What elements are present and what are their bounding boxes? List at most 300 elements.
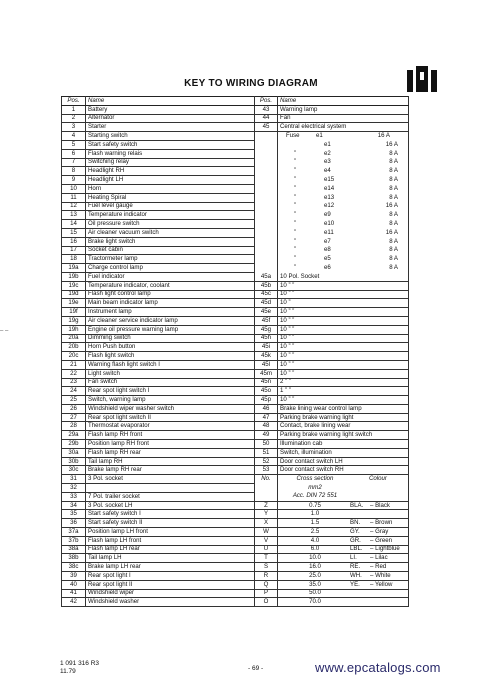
right-pos: 45g [255, 325, 278, 334]
left-pos: 14 [62, 220, 86, 229]
left-pos: 38b [62, 554, 86, 563]
right-name: 10 ” ” [278, 369, 409, 378]
cable-row [280, 520, 406, 526]
left-name: Start safety switch II [86, 519, 255, 528]
table-row [62, 492, 409, 501]
cable-row [280, 511, 406, 517]
right-pos: 43 [255, 105, 278, 114]
left-pos: 23 [62, 378, 86, 387]
left-pos: 8 [62, 167, 86, 176]
table-row [62, 440, 409, 449]
table-row [62, 396, 409, 405]
left-pos: 39 [62, 572, 86, 581]
left-name: Socket cabin [86, 246, 255, 255]
table-row [62, 352, 409, 361]
table-row [62, 132, 409, 141]
table-row [62, 281, 409, 290]
colour-name: – Black [370, 501, 390, 509]
colour-name [370, 599, 406, 605]
right-pos [255, 158, 278, 167]
fuse-ditto: ” [294, 193, 297, 201]
fuse-id: e1 [324, 140, 331, 148]
fuse-rating: 8 A [389, 263, 398, 271]
header-name: Name [86, 97, 255, 106]
fuse-row [280, 133, 406, 139]
right-name: Contact, brake lining wear [278, 422, 409, 431]
fuse-ditto: ” [294, 158, 297, 166]
table-row [62, 114, 409, 123]
table-row [62, 387, 409, 396]
left-name: Horn [86, 184, 255, 193]
cable-row [280, 582, 406, 588]
fuse-rating: 8 A [389, 176, 398, 184]
fuse-row [280, 186, 406, 192]
right-pos: 45b [255, 281, 278, 290]
fuse-ditto: ” [294, 228, 297, 236]
cable-size: 50.0 [309, 589, 321, 597]
table-row [62, 202, 409, 211]
table-row [62, 325, 409, 334]
left-pos: 40 [62, 580, 86, 589]
right-pos: 45h [255, 334, 278, 343]
left-name: Temperature indicator, coolant [86, 281, 255, 290]
fuse-rating: 8 A [389, 193, 398, 201]
right-pos [255, 184, 278, 193]
fuse-id: e9 [324, 211, 331, 219]
colour-code: YE. [350, 580, 360, 588]
cable-row [280, 555, 406, 561]
colour-name: – Lilac [370, 554, 388, 562]
table-row [62, 501, 409, 510]
table-row [62, 123, 409, 132]
right-name [278, 589, 409, 598]
right-name [278, 132, 409, 141]
fuse-ditto: ” [294, 176, 297, 184]
right-name [278, 484, 409, 493]
colour-code [350, 599, 370, 605]
table-row [62, 211, 409, 220]
left-pos: 13 [62, 211, 86, 220]
left-name: Windshield wiper washer switch [86, 404, 255, 413]
left-name: Rear spot light switch I [86, 387, 255, 396]
right-pos: 45i [255, 343, 278, 352]
header-name-right: Name [278, 97, 409, 106]
right-name: Brake lining wear control lamp [278, 404, 409, 413]
table-row [62, 369, 409, 378]
fuse-ditto: ” [294, 211, 297, 219]
page-title: KEY TO WIRING DIAGRAM [184, 78, 318, 89]
right-name [278, 264, 409, 273]
left-name: Dimming switch [86, 334, 255, 343]
left-pos: 30c [62, 466, 86, 475]
right-name: Central electrical system [278, 123, 409, 132]
right-pos [255, 492, 278, 501]
table-row [62, 431, 409, 440]
colour-name [370, 511, 406, 517]
right-pos: 52 [255, 457, 278, 466]
right-pos: 47 [255, 413, 278, 422]
fuse-id: e5 [324, 255, 331, 263]
colour-code: LI. [350, 554, 357, 562]
table-row [62, 580, 409, 589]
fuse-id: e15 [324, 176, 335, 184]
table-row [62, 334, 409, 343]
table-row [62, 598, 409, 607]
left-name: Brake lamp LH rear [86, 563, 255, 572]
left-pos: 12 [62, 202, 86, 211]
left-name: Starting switch [86, 132, 255, 141]
header-standard: Acc. DIN 72 551 [292, 492, 338, 500]
fuse-rating: 8 A [389, 158, 398, 166]
fuse-row [280, 195, 406, 201]
fuse-ditto: ” [294, 167, 297, 175]
left-name: Tail lamp LH [86, 554, 255, 563]
right-name: Door contact switch LH [278, 457, 409, 466]
header-pos: Pos. [62, 97, 86, 106]
table-row [62, 264, 409, 273]
left-pos: 24 [62, 387, 86, 396]
ih-logo [407, 66, 437, 92]
table-row [62, 272, 409, 281]
right-pos: Z [255, 501, 278, 510]
left-pos: 29b [62, 440, 86, 449]
right-pos [255, 167, 278, 176]
fuse-ditto: ” [294, 255, 297, 263]
left-name: Start safety switch I [86, 510, 255, 519]
right-name [278, 202, 409, 211]
cable-row [280, 599, 406, 605]
header-pos-right: Pos. [255, 97, 278, 106]
fuse-row [280, 212, 406, 218]
right-name [278, 255, 409, 264]
colour-name: – Yellow [370, 580, 393, 588]
colour-name: – Green [370, 536, 393, 544]
fuse-id: e13 [324, 193, 335, 201]
right-pos [255, 228, 278, 237]
right-pos [255, 255, 278, 264]
table-row [62, 572, 409, 581]
left-pos: 5 [62, 140, 86, 149]
cable-row [280, 503, 406, 509]
fuse-id: e14 [324, 184, 335, 192]
right-pos [255, 193, 278, 202]
right-pos: 46 [255, 404, 278, 413]
right-name [278, 536, 409, 545]
left-pos: 11 [62, 193, 86, 202]
document-date: 11.79 [60, 668, 76, 675]
right-pos [255, 149, 278, 158]
left-name: Fuel level gauge [86, 202, 255, 211]
right-pos: 45a [255, 272, 278, 281]
table-row [62, 360, 409, 369]
fuse-row [280, 239, 406, 245]
table-row [62, 105, 409, 114]
right-name [278, 519, 409, 528]
table-row [62, 220, 409, 229]
left-name: Flash light control lamp [86, 290, 255, 299]
left-pos: 19h [62, 325, 86, 334]
right-name: 1 ” ” [278, 387, 409, 396]
fuse-row [280, 265, 406, 271]
right-name [278, 246, 409, 255]
left-name: Headlight RH [86, 167, 255, 176]
left-pos: 42 [62, 598, 86, 607]
left-pos: 25 [62, 396, 86, 405]
right-pos: 44 [255, 114, 278, 123]
left-name: Tail lamp RH [86, 457, 255, 466]
right-pos: X [255, 519, 278, 528]
cable-row [280, 538, 406, 544]
left-pos: 20c [62, 352, 86, 361]
right-pos: S [255, 563, 278, 572]
fuse-row [280, 221, 406, 227]
left-pos: 1 [62, 105, 86, 114]
left-pos: 28 [62, 422, 86, 431]
fuse-row [280, 203, 406, 209]
fuse-rating: 16 A [385, 228, 398, 236]
left-name: Flash lamp RH rear [86, 448, 255, 457]
table-row [62, 536, 409, 545]
colour-code: RE. [350, 563, 361, 571]
table-row [62, 140, 409, 149]
right-pos: 51 [255, 448, 278, 457]
right-name: Illumination cab [278, 440, 409, 449]
left-name: 3 Pol. socket [86, 475, 255, 484]
right-name [278, 501, 409, 510]
right-name: 10 ” ” [278, 308, 409, 317]
page-number: - 69 - [248, 665, 264, 672]
table-row [62, 237, 409, 246]
fuse-row [280, 151, 406, 157]
left-pos: 4 [62, 132, 86, 141]
right-pos: P [255, 589, 278, 598]
fuse-ditto: ” [294, 202, 297, 210]
right-name: 10 ” ” [278, 316, 409, 325]
left-name: Fan switch [86, 378, 255, 387]
colour-code: WH. [350, 571, 362, 579]
fuse-row [280, 142, 406, 148]
left-pos: 34 [62, 501, 86, 510]
right-name [278, 228, 409, 237]
right-name [278, 580, 409, 589]
fuse-id: e4 [324, 167, 331, 175]
table-header-row [62, 97, 409, 106]
wiring-key-table [61, 96, 409, 607]
cable-size: 1.5 [310, 519, 320, 527]
fuse-id: e10 [324, 220, 335, 227]
left-pos: 30a [62, 448, 86, 457]
fuse-id: e6 [324, 263, 331, 271]
left-name: Windshield washer [86, 598, 255, 607]
left-pos: 19e [62, 299, 86, 308]
right-name: 2 ” ” [278, 378, 409, 387]
left-pos: 18 [62, 255, 86, 264]
cable-size: 1.0 [310, 510, 320, 518]
table-row [62, 554, 409, 563]
table-row [62, 475, 409, 484]
right-pos: U [255, 545, 278, 554]
left-pos: 7 [62, 158, 86, 167]
right-pos: 45c [255, 290, 278, 299]
cable-row [280, 529, 406, 535]
left-pos: 9 [62, 176, 86, 185]
right-name [278, 167, 409, 176]
right-name: Parking brake warning light switch [278, 431, 409, 440]
colour-name: – Gray [370, 527, 389, 535]
left-pos: 19g [62, 316, 86, 325]
fuse-rating: 16 A [385, 140, 398, 148]
left-name: Headlight LH [86, 176, 255, 185]
fuse-rating: 8 A [389, 246, 398, 254]
table-row [62, 176, 409, 185]
left-name: Temperature indicator [86, 211, 255, 220]
colour-code: BLA. [350, 501, 364, 509]
table-row [62, 519, 409, 528]
table-row [62, 510, 409, 519]
cable-size: 35.0 [309, 580, 321, 588]
right-name: 10 ” ” [278, 281, 409, 290]
table-row [62, 246, 409, 255]
left-pos: 37a [62, 528, 86, 537]
right-pos: 48 [255, 422, 278, 431]
fuse-rating: 8 A [389, 184, 398, 192]
left-pos: 37b [62, 536, 86, 545]
fuse-id: e11 [324, 228, 334, 236]
right-name: Switch, illumination [278, 448, 409, 457]
right-name: 10 ” ” [278, 290, 409, 299]
right-pos: 45e [255, 308, 278, 317]
cable-size: 2.5 [310, 527, 320, 535]
fuse-id: e3 [324, 158, 331, 166]
right-name [278, 220, 409, 229]
fuse-rating: 8 A [389, 211, 398, 219]
right-pos: 45d [255, 299, 278, 308]
left-name: Flash lamp LH rear [86, 545, 255, 554]
left-pos: 10 [62, 184, 86, 193]
right-name [278, 528, 409, 537]
left-pos: 20a [62, 334, 86, 343]
left-pos: 22 [62, 369, 86, 378]
colour-name: – Lightblue [370, 545, 400, 553]
fuse-rating: 8 A [389, 220, 398, 227]
right-name [278, 492, 409, 501]
table-row [62, 343, 409, 352]
left-pos: 41 [62, 589, 86, 598]
cable-row [280, 546, 406, 552]
table-row [62, 184, 409, 193]
colour-code: BN. [350, 519, 361, 527]
left-pos: 38c [62, 563, 86, 572]
fuse-ditto: Fuse [286, 132, 300, 140]
left-name: Main beam indicator lamp [86, 299, 255, 308]
right-pos [255, 202, 278, 211]
right-pos [255, 220, 278, 229]
right-pos [255, 237, 278, 246]
table-row [62, 167, 409, 176]
fuse-ditto: ” [294, 184, 297, 192]
right-name [278, 475, 409, 484]
left-name: 3 Pol. socket LH [86, 501, 255, 510]
right-name [278, 149, 409, 158]
right-name: 10 ” ” [278, 396, 409, 405]
watermark: www.epcatalogs.com [315, 660, 441, 675]
right-name [278, 545, 409, 554]
right-name: Parking brake warning light [278, 413, 409, 422]
right-pos: 45k [255, 352, 278, 361]
right-name [278, 510, 409, 519]
fuse-rating: 8 A [389, 255, 398, 263]
fuse-row [280, 247, 406, 253]
left-name: Air cleaner service indicator lamp [86, 316, 255, 325]
right-pos: 45l [255, 360, 278, 369]
left-pos: 35 [62, 510, 86, 519]
right-name: 10 ” ” [278, 343, 409, 352]
left-pos: 27 [62, 413, 86, 422]
colour-name [370, 590, 406, 596]
right-name [278, 193, 409, 202]
left-name: Rear spot light I [86, 572, 255, 581]
left-pos: 19f [62, 308, 86, 317]
fuse-row [280, 159, 406, 165]
right-pos: 45m [255, 369, 278, 378]
left-pos: 33 [62, 492, 86, 501]
left-name: Windshield wiper [86, 589, 255, 598]
cable-size: 70.0 [309, 598, 321, 606]
left-pos: 15 [62, 228, 86, 237]
left-pos: 32 [62, 484, 86, 493]
left-name: Thermostat evaporator [86, 422, 255, 431]
left-name: Horn Push button [86, 343, 255, 352]
right-name [278, 158, 409, 167]
left-name: Flash light switch [86, 352, 255, 361]
table-row [62, 545, 409, 554]
right-name [278, 563, 409, 572]
fuse-ditto: ” [294, 263, 297, 271]
left-name: Fuel indicator [86, 272, 255, 281]
cable-row [280, 573, 406, 579]
left-pos: 3 [62, 123, 86, 132]
table-row [62, 255, 409, 264]
colour-code: LBL. [350, 545, 363, 553]
table-row [62, 563, 409, 572]
right-pos [255, 264, 278, 273]
left-pos: 38a [62, 545, 86, 554]
fuse-rating: 8 A [389, 149, 398, 157]
table-row [62, 299, 409, 308]
cable-size: 0.75 [309, 501, 321, 509]
fuse-id: e8 [324, 246, 331, 254]
right-name [278, 572, 409, 581]
right-pos: Q [255, 580, 278, 589]
right-name [278, 176, 409, 185]
left-name: Engine oil pressure warning lamp [86, 325, 255, 334]
colour-name: – Brown [370, 519, 393, 527]
footer-code [60, 660, 99, 676]
right-name: Warning lamp [278, 105, 409, 114]
table-row [62, 158, 409, 167]
left-pos: 16 [62, 237, 86, 246]
fuse-id: e12 [324, 202, 335, 210]
left-name: 7 Pol. trailer socket [86, 492, 255, 501]
fuse-ditto [280, 142, 324, 148]
left-name: Position lamp LH front [86, 528, 255, 537]
colour-name: – White [370, 571, 391, 579]
fuse-row [280, 256, 406, 262]
document-number: 1 091 316 R3 [60, 660, 100, 667]
fuse-ditto: ” [294, 149, 297, 157]
left-pos: 19b [62, 272, 86, 281]
fuse-ditto: ” [294, 237, 297, 245]
